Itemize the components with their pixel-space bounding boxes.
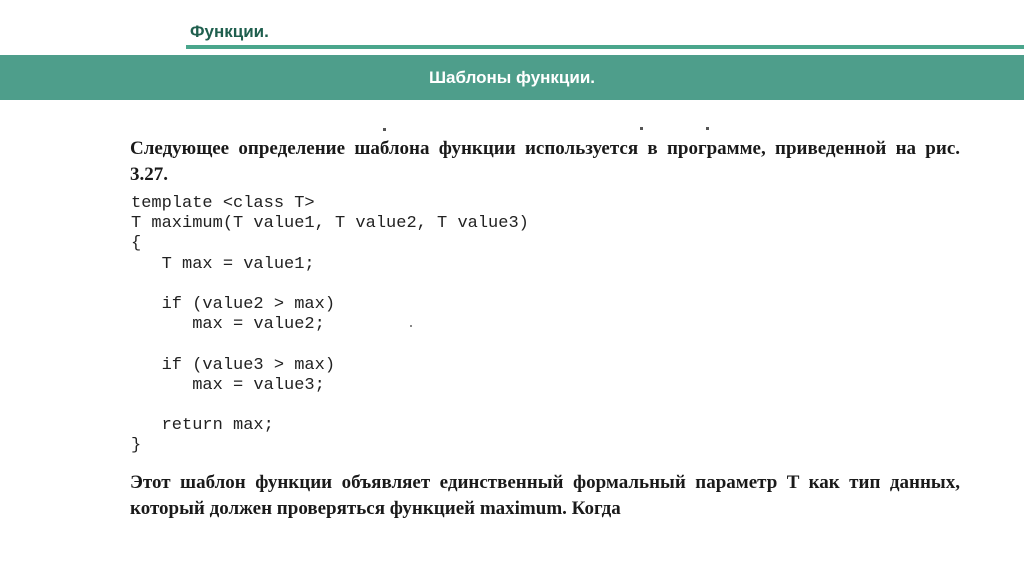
intro-paragraph: Следующее определение шаблона функции используется в программе, приведенной на рис. 3.27.: [130, 138, 960, 185]
code-line: T max = value1;: [131, 254, 315, 274]
code-line: max = value2;: [131, 315, 325, 335]
slide-banner: [0, 55, 1024, 100]
code-line: [131, 335, 529, 355]
code-block: [131, 194, 529, 456]
section-title: Функции.: [190, 22, 269, 41]
code-line: return max;: [131, 416, 274, 436]
code-line: template <class T>: [131, 194, 315, 213]
banner-title: Шаблоны функции.: [428, 67, 596, 87]
code-line: if (value3 > max): [131, 355, 336, 375]
code-line: max = value3;: [131, 375, 325, 395]
code-line: [131, 396, 529, 416]
scan-speck: [410, 325, 412, 327]
outro-paragraph: Этот шаблон функции объявляет единственный формальный параметр T как тип данных, который должен проверяться функцией maximum. Когда: [130, 472, 960, 519]
code-line: }: [131, 436, 142, 456]
code-line: if (value2 > max): [131, 294, 336, 314]
code-line: {: [131, 234, 142, 254]
header-divider: [186, 45, 1024, 49]
scanned-page: [0, 100, 1024, 574]
code-line: [131, 275, 529, 295]
code-line: T maximum(T value1, T value2, T value3): [131, 214, 529, 234]
